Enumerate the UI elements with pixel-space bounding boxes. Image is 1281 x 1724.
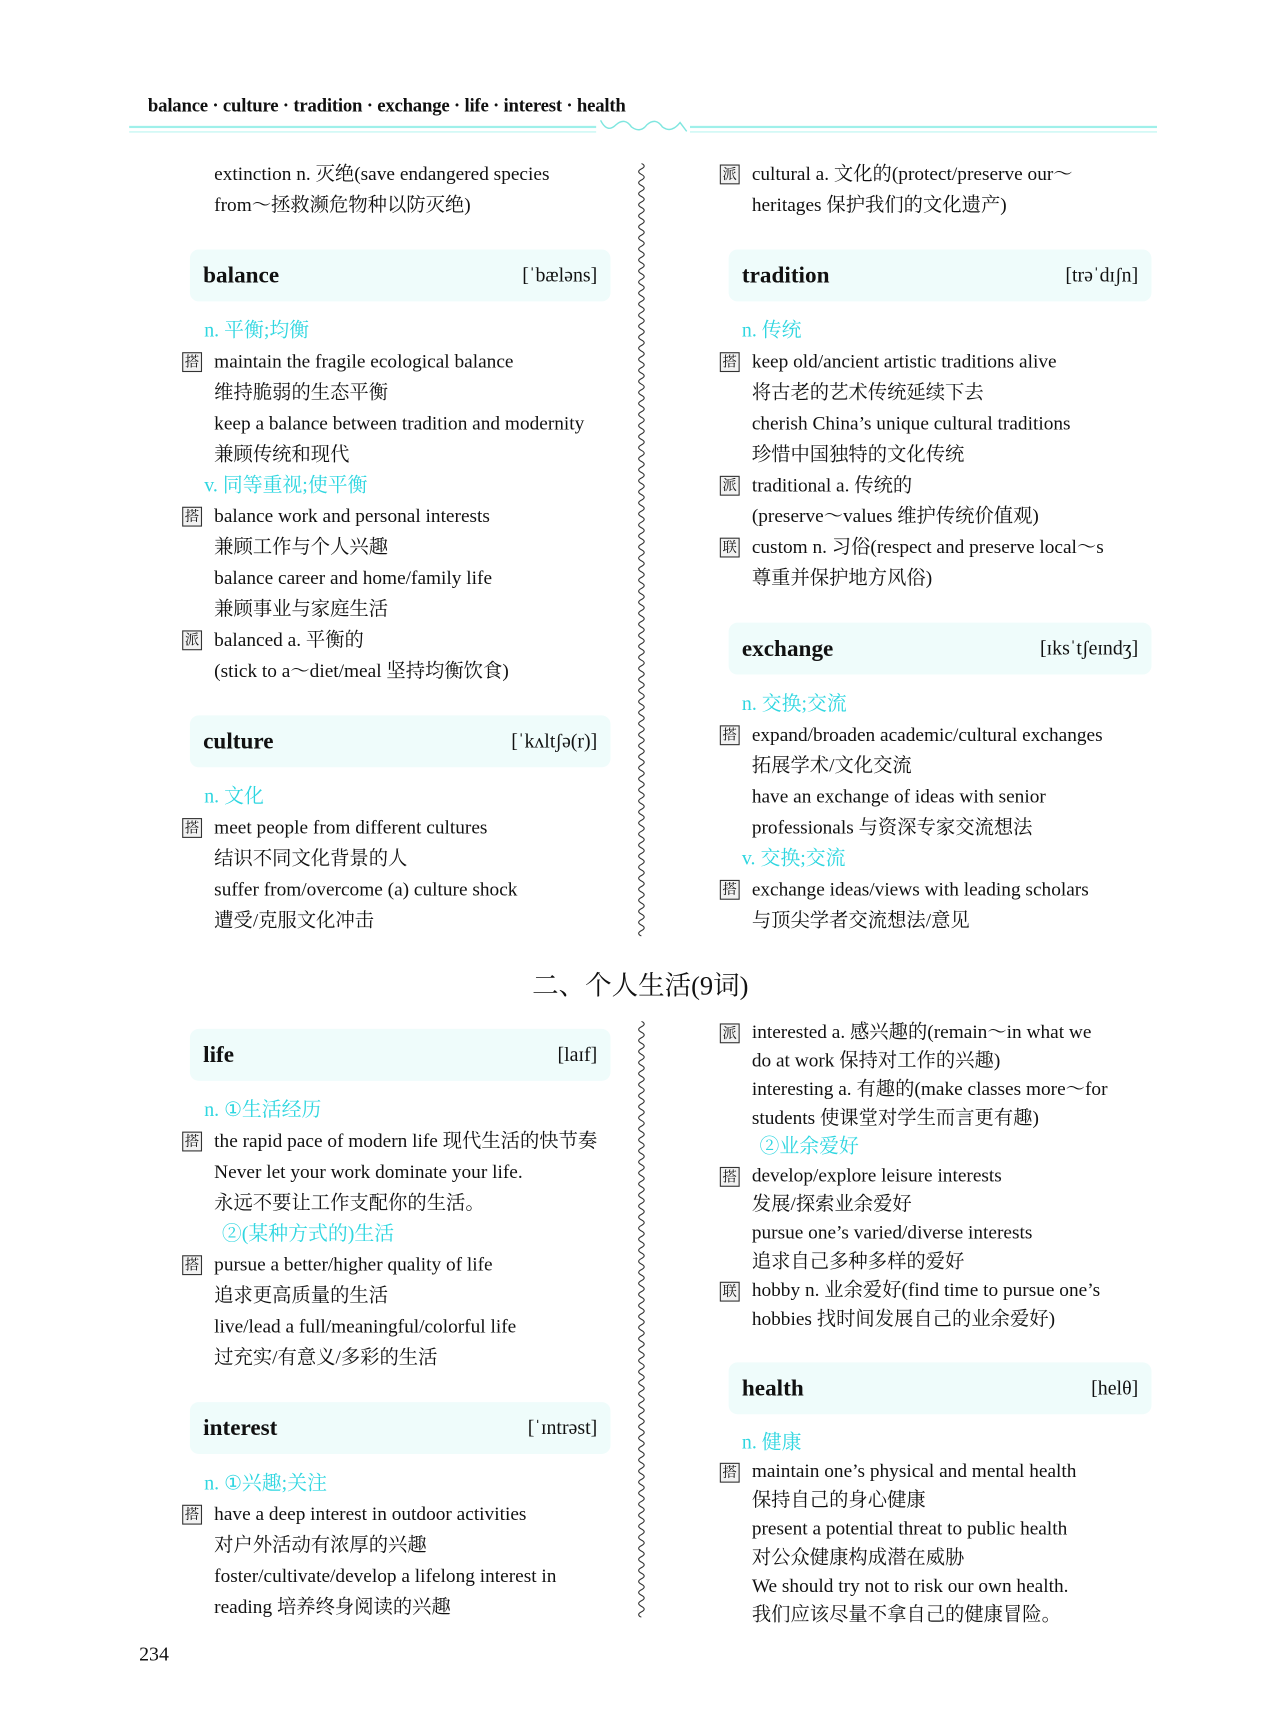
headword-box xyxy=(190,250,611,302)
label-badge-icon: 搭 xyxy=(720,1463,740,1483)
wavy-line xyxy=(639,1021,645,1617)
entry-line xyxy=(182,655,620,686)
column-top-left xyxy=(182,158,620,935)
entry-text: heritages 保护我们的文化遗产) xyxy=(751,193,1007,216)
entry-text: 尊重并保护地方风俗) xyxy=(751,566,933,589)
entry-line xyxy=(182,158,620,189)
entry-line xyxy=(720,1189,1159,1218)
phonetic: [helθ] xyxy=(1091,1376,1139,1399)
entry-text: pursue a better/higher quality of life xyxy=(214,1253,493,1276)
entry-text: 拓展学术/文化交流 xyxy=(751,754,912,777)
entry-text: n. 交换;交流 xyxy=(741,692,847,715)
section-title: 二、个人生活(9词) xyxy=(532,972,749,1002)
entry-line xyxy=(720,407,1159,438)
entry-line xyxy=(720,189,1159,220)
entry-text: professionals 与资深专家交流想法 xyxy=(751,815,1033,838)
entry-text: develop/explore leisure interests xyxy=(751,1163,1002,1186)
entry-text: foster/cultivate/develop a lifelong interest in xyxy=(214,1564,557,1587)
entry-text: 兼顾传统和现代 xyxy=(214,442,350,465)
label-badge-icon: 搭 xyxy=(720,352,740,372)
entry-line xyxy=(720,1542,1159,1571)
entry-text: balanced a. 平衡的 xyxy=(214,628,364,651)
headword: life xyxy=(203,1041,235,1068)
entry-line xyxy=(720,500,1159,531)
entry-line xyxy=(720,1074,1159,1103)
phonetic: [ˈbæləns] xyxy=(522,263,598,286)
entry-line xyxy=(720,376,1159,407)
label-badge-icon: 派 xyxy=(720,1023,740,1043)
entry-text: from～拯救濒危物种以防灭绝) xyxy=(214,193,471,216)
entry-line xyxy=(182,1187,620,1218)
entry-text: ②业余爱好 xyxy=(759,1134,859,1157)
entry-text: v. 交换;交流 xyxy=(741,846,846,869)
headword-box xyxy=(190,715,611,767)
entry-line xyxy=(720,1246,1159,1275)
entry-text: n. 健康 xyxy=(741,1430,802,1453)
headword-box xyxy=(729,623,1152,675)
running-head: balance · culture · tradition · exchange · life · interest · health xyxy=(147,94,626,116)
headword-box xyxy=(190,1402,611,1454)
entry-line xyxy=(182,1310,620,1341)
entry-text: live/lead a full/meaningful/colorful life xyxy=(214,1314,517,1337)
entry-line xyxy=(182,189,620,220)
entry-text: cultural a. 文化的(protect/preserve our～ xyxy=(751,162,1073,185)
entry-line xyxy=(182,842,620,873)
entry-line xyxy=(720,1456,1159,1485)
entry-line xyxy=(182,1341,620,1372)
entry-text: have an exchange of ideas with senior xyxy=(751,784,1046,808)
definition-line xyxy=(182,315,620,346)
label-badge-icon: 联 xyxy=(720,1282,740,1302)
entry-text: the rapid pace of modern life 现代生活的快节奏 xyxy=(214,1129,598,1152)
headword: health xyxy=(741,1374,804,1401)
entry-text: maintain one’s physical and mental health xyxy=(751,1459,1077,1482)
entry-line xyxy=(182,624,620,655)
entry-line xyxy=(720,1514,1159,1543)
entry-line xyxy=(720,1275,1159,1304)
entry-text: 珍惜中国独特的文化传统 xyxy=(751,442,965,465)
wavy-divider-top xyxy=(633,163,651,936)
wavy-divider-bottom xyxy=(633,1021,651,1617)
definition-line xyxy=(182,781,620,812)
entry-line xyxy=(720,469,1159,500)
label-badge-icon: 搭 xyxy=(720,725,740,745)
entry-line xyxy=(720,1160,1159,1189)
entry-line xyxy=(720,1485,1159,1514)
entry-text: (stick to a～diet/meal 坚持均衡饮食) xyxy=(214,659,509,682)
entry-line xyxy=(720,719,1159,750)
entry-line xyxy=(182,346,620,377)
entry-text: n. 文化 xyxy=(204,784,264,808)
ornament-icon xyxy=(596,118,690,136)
entry-text: 追求更高质量的生活 xyxy=(214,1283,389,1307)
entry-text: 对公众健康构成潜在威胁 xyxy=(751,1545,965,1568)
entry-text: meet people from different cultures xyxy=(214,815,488,838)
label-badge-icon: 搭 xyxy=(720,880,740,900)
label-badge-icon: 搭 xyxy=(182,818,202,838)
entry-line xyxy=(182,376,620,407)
label-badge-icon: 派 xyxy=(720,164,740,184)
page-number: 234 xyxy=(139,1642,169,1665)
entry-line xyxy=(720,1218,1159,1247)
entry-line xyxy=(182,407,620,438)
headword-box xyxy=(190,1029,611,1081)
headword: interest xyxy=(203,1414,278,1441)
entry-line xyxy=(720,346,1159,377)
entry-text: Never let your work dominate your life. xyxy=(214,1160,523,1183)
entry-line xyxy=(182,1591,620,1622)
entry-text: (preserve～values 维护传统价值观) xyxy=(751,504,1039,527)
entry-text: n. ①生活经历 xyxy=(204,1098,322,1121)
entry-text: 将古老的艺术传统延续下去 xyxy=(751,380,984,403)
entry-text: balance career and home/family life xyxy=(214,566,493,589)
entry-text: 结识不同文化背景的人 xyxy=(214,846,408,869)
entry-text: keep a balance between tradition and modernity xyxy=(214,411,585,434)
entry-text: 永远不要让工作支配你的生活。 xyxy=(214,1191,485,1214)
entry-line xyxy=(720,438,1159,469)
phonetic: [laɪf] xyxy=(557,1043,598,1066)
label-badge-icon: 派 xyxy=(720,476,740,496)
entry-line xyxy=(182,438,620,469)
entry-line xyxy=(720,811,1159,842)
entry-text: 追求自己多种多样的爱好 xyxy=(751,1249,965,1272)
entry-line xyxy=(720,781,1159,812)
entry-text: ②(某种方式的)生活 xyxy=(221,1222,395,1245)
entry-text: expand/broaden academic/cultural exchanges xyxy=(751,723,1103,746)
label-badge-icon: 搭 xyxy=(182,352,202,372)
definition-line xyxy=(720,842,1159,873)
entry-line xyxy=(182,1529,620,1560)
phonetic: [ˈkʌltʃə(r)] xyxy=(511,729,598,752)
headword-box xyxy=(729,250,1152,302)
entry-text: 对户外活动有浓厚的兴趣 xyxy=(214,1533,427,1556)
entry-line xyxy=(720,1103,1159,1132)
definition-line xyxy=(720,688,1159,719)
entry-text: n. 平衡;均衡 xyxy=(204,319,310,342)
label-badge-icon: 搭 xyxy=(182,1132,202,1152)
label-badge-icon: 派 xyxy=(182,630,202,650)
entry-text: reading 培养终身阅读的兴趣 xyxy=(214,1595,451,1618)
entry-text: v. 同等重视;使平衡 xyxy=(204,473,368,496)
entry-text: 兼顾事业与家庭生活 xyxy=(214,597,389,620)
entry-text: traditional a. 传统的 xyxy=(751,473,913,496)
definition-line xyxy=(182,1467,620,1498)
entry-line xyxy=(720,1017,1159,1046)
label-badge-icon: 联 xyxy=(720,538,740,558)
entry-line xyxy=(720,562,1159,593)
entry-line xyxy=(720,1600,1159,1629)
entry-line xyxy=(182,811,620,842)
entry-line xyxy=(720,1304,1159,1333)
headword: exchange xyxy=(741,634,834,662)
entry-text: 遭受/克服文化冲击 xyxy=(214,908,375,931)
phonetic: [trəˈdɪʃn] xyxy=(1065,263,1139,286)
entry-text: exchange ideas/views with leading scholars xyxy=(751,877,1089,900)
headword-box xyxy=(729,1362,1152,1414)
entry-text: We should try not to risk our own health. xyxy=(751,1574,1069,1597)
entry-line xyxy=(720,873,1159,904)
definition-line xyxy=(182,469,620,500)
entry-line xyxy=(182,1249,620,1280)
headword: culture xyxy=(203,727,274,755)
definition-line xyxy=(720,1132,1159,1161)
entry-text: 保持自己的身心健康 xyxy=(751,1488,926,1511)
entry-text: cherish China’s unique cultural traditions xyxy=(751,411,1071,434)
label-badge-icon: 搭 xyxy=(182,1255,202,1275)
entry-text: interesting a. 有趣的(make classes more～for xyxy=(751,1077,1108,1100)
entry-text: 兼顾工作与个人兴趣 xyxy=(214,535,389,558)
entry-text: suffer from/overcome (a) culture shock xyxy=(214,877,518,900)
entry-text: interested a. 感兴趣的(remain～in what we xyxy=(751,1020,1092,1043)
phonetic: [ˈɪntrəst] xyxy=(527,1416,598,1439)
headword: balance xyxy=(203,261,280,289)
entry-text: keep old/ancient artistic traditions alive xyxy=(751,349,1057,373)
entry-line xyxy=(720,1045,1159,1074)
definition-line xyxy=(720,315,1159,346)
entry-text: 发展/探索业余爱好 xyxy=(751,1192,912,1215)
entry-text: balance work and personal interests xyxy=(214,504,490,527)
entry-line xyxy=(182,562,620,593)
entry-line xyxy=(720,750,1159,781)
entry-text: 过充实/有意义/多彩的生活 xyxy=(214,1345,438,1368)
entry-text: hobbies 找时间发展自己的业余爱好) xyxy=(751,1307,1056,1330)
definition-line xyxy=(182,1218,620,1249)
entry-line xyxy=(182,904,620,935)
entry-line xyxy=(720,158,1159,189)
phonetic: [ɪksˈtʃeɪndʒ] xyxy=(1040,637,1139,660)
entry-text: do at work 保持对工作的兴趣) xyxy=(751,1048,1001,1071)
entry-text: maintain the fragile ecological balance xyxy=(214,349,514,373)
column-top-right xyxy=(720,158,1159,935)
entry-text: hobby n. 业余爱好(find time to pursue one’s xyxy=(751,1278,1101,1301)
entry-line xyxy=(182,1280,620,1311)
definition-line xyxy=(182,1094,620,1125)
entry-text: 我们应该尽量不拿自己的健康冒险。 xyxy=(751,1603,1061,1626)
entry-line xyxy=(720,531,1159,562)
entry-line xyxy=(182,1560,620,1591)
entry-line xyxy=(182,1156,620,1187)
entry-text: 与顶尖学者交流想法/意见 xyxy=(751,908,970,931)
column-bottom-right xyxy=(720,1017,1159,1629)
entry-line xyxy=(182,1125,620,1156)
entry-line xyxy=(182,531,620,562)
entry-text: 维持脆弱的生态平衡 xyxy=(214,380,389,403)
entry-text: students 使课堂对学生而言更有趣) xyxy=(751,1106,1039,1129)
label-badge-icon: 搭 xyxy=(182,507,202,527)
entry-line xyxy=(720,904,1159,935)
entry-text: extinction n. 灭绝(save endangered species xyxy=(214,162,550,185)
entry-line xyxy=(182,593,620,624)
entry-text: pursue one’s varied/diverse interests xyxy=(751,1221,1033,1244)
entry-line xyxy=(182,500,620,531)
entry-line xyxy=(182,873,620,904)
entry-text: have a deep interest in outdoor activities xyxy=(214,1502,527,1525)
column-bottom-left xyxy=(182,999,620,1622)
wavy-line xyxy=(639,163,645,936)
entry-line xyxy=(182,1498,620,1529)
entry-text: n. 传统 xyxy=(741,319,802,342)
entry-text: custom n. 习俗(respect and preserve local～s xyxy=(751,535,1104,558)
definition-line xyxy=(720,1427,1159,1456)
headword: tradition xyxy=(741,261,830,289)
label-badge-icon: 搭 xyxy=(720,1167,740,1187)
entry-text: n. ①兴趣;关注 xyxy=(204,1471,327,1494)
label-badge-icon: 搭 xyxy=(182,1505,202,1525)
entry-line xyxy=(720,1571,1159,1600)
entry-text: present a potential threat to public health xyxy=(751,1516,1068,1539)
